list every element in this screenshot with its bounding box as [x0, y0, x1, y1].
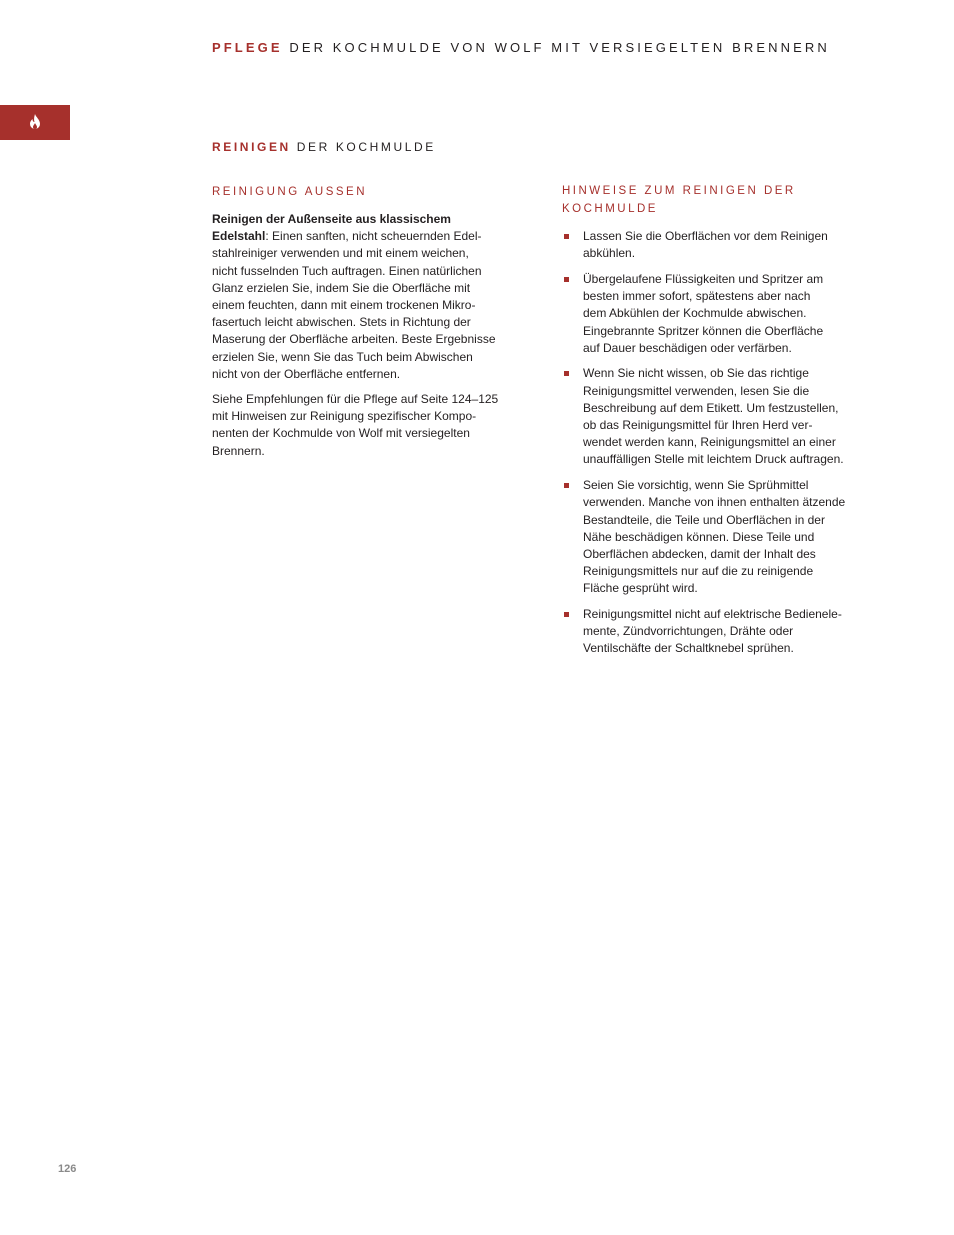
running-header-title: DER KOCHMULDE VON WOLF MIT VERSIEGELTEN BRENNERN [289, 40, 830, 55]
right-subhead-line-2: KOCHMULDE [562, 203, 658, 215]
running-header [212, 40, 830, 55]
bullet-square-icon [564, 234, 569, 239]
bullet-square-icon [564, 612, 569, 617]
page-number: 126 [58, 1163, 77, 1175]
paragraph-exterior-line-2: stahlreiniger verwenden und mit einem weichen, [212, 246, 469, 261]
section-title [212, 140, 436, 154]
right-column [562, 182, 892, 666]
list-item-line: Lassen Sie die Oberflächen vor dem Reinigen [583, 229, 828, 243]
running-header-accent: PFLEGE [212, 40, 283, 55]
flame-icon [29, 114, 41, 130]
section-tab [0, 105, 70, 140]
list-item-line: Reinigungsmittel verwenden, lesen Sie die [583, 383, 810, 398]
paragraph-exterior-line-4: Glanz erzielen Sie, indem Sie die Oberfläche mit [212, 280, 471, 295]
list-item-line: Seien Sie vorsichtig, wenn Sie Sprühmittel [583, 478, 809, 493]
right-subhead [562, 182, 892, 218]
list-item-line: Ventilschäfte der Schaltknebel sprühen. [583, 641, 794, 656]
list-item-line: dem Abkühlen der Kochmulde abwischen. [583, 306, 807, 321]
list-item [562, 477, 892, 597]
list-item-line: mente, Zündvorrichtungen, Drähte oder [583, 624, 794, 639]
paragraph-exterior-line-1: : Einen sanften, nicht scheuernden Edel- [265, 229, 482, 244]
list-item [562, 365, 892, 468]
list-item-line: Nähe beschädigen können. Diese Teile und [583, 529, 815, 544]
list-item [562, 271, 892, 357]
paragraph-exterior-bold-1: Reinigen der Außenseite aus klassischem [212, 212, 451, 226]
list-item-line: Oberflächen abdecken, damit der Inhalt des [583, 546, 816, 561]
paragraph-exterior-line-7: Maserung der Oberfläche arbeiten. Beste Ergebnisse [212, 332, 496, 347]
list-item-line: Wenn Sie nicht wissen, ob Sie das richtige [583, 366, 809, 381]
paragraph-exterior-line-9: nicht von der Oberfläche entfernen. [212, 366, 401, 381]
list-item-line: besten immer sofort, spätestens aber nach [583, 289, 811, 304]
list-item-line: verwenden. Manche von ihnen enthalten ätzende [583, 495, 846, 510]
section-title-accent: REINIGEN [212, 140, 291, 154]
paragraph-reference-line-4: Brennern. [212, 443, 265, 458]
list-item-line: ob das Reinigungsmittel für Ihren Herd ver- [583, 418, 813, 433]
list-item-line: unauffälligen Stelle mit leichtem Druck auftragen. [583, 452, 844, 467]
bullet-square-icon [564, 371, 569, 376]
paragraph-exterior [212, 211, 537, 383]
list-item-line: Reinigungsmittel nicht auf elektrische Bedienele- [583, 607, 842, 622]
list-item-line: wendet werden kann, Reinigungsmittel an einer [583, 435, 836, 450]
paragraph-exterior-line-6: fasertuch leicht abwischen. Stets in Richtung der [212, 315, 471, 330]
paragraph-reference-line-2: mit Hinweisen zur Reinigung spezifischer Kompo- [212, 409, 477, 424]
list-item-line: Eingebrannte Spritzer können die Oberfläche [583, 323, 824, 338]
list-item-line: Bestandteile, die Teile und Oberflächen in der [583, 512, 825, 527]
bullet-square-icon [564, 483, 569, 488]
list-item-line: Fläche gesprüht wird. [583, 581, 698, 596]
list-item-line: abkühlen. [583, 246, 636, 261]
cleaning-tips-list [562, 228, 892, 658]
left-subhead: REINIGUNG AUSSEN [212, 186, 368, 198]
paragraph-exterior-line-5: einem feuchten, dann mit einem trockenen Mikro- [212, 298, 476, 313]
paragraph-exterior-line-8: erzielen Sie, wenn Sie das Tuch beim Abwischen [212, 349, 473, 364]
bullet-square-icon [564, 277, 569, 282]
list-item-line: auf Dauer beschädigen oder verfärben. [583, 340, 792, 355]
section-title-rest: DER KOCHMULDE [296, 140, 436, 154]
paragraph-exterior-line-3: nicht fusselnden Tuch auftragen. Einen natürlichen [212, 263, 482, 278]
list-item [562, 606, 892, 658]
list-item-line: Übergelaufene Flüssigkeiten und Spritzer am [583, 271, 824, 286]
right-subhead-line-1: HINWEISE ZUM REINIGEN DER [562, 185, 796, 197]
paragraph-exterior-bold-2: Edelstahl [212, 229, 266, 244]
list-item [562, 228, 892, 262]
left-column [212, 183, 537, 460]
list-item-line: Reinigungsmittels nur auf die zu reinigende [583, 564, 814, 579]
paragraph-reference-line-1: Siehe Empfehlungen für die Pflege auf Seite 124–125 [212, 392, 499, 407]
list-item-line: Beschreibung auf dem Etikett. Um festzustellen, [583, 400, 839, 415]
paragraph-reference [212, 391, 537, 460]
paragraph-reference-line-3: nenten der Kochmulde von Wolf mit versiegelten [212, 426, 470, 441]
